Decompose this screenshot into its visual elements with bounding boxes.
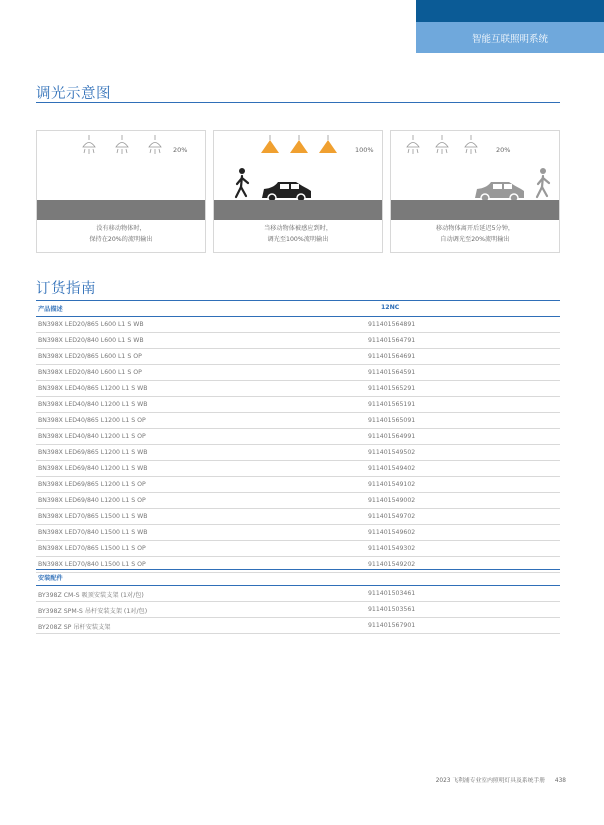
- table-row: [36, 477, 560, 493]
- panel-1-floor: [37, 200, 205, 220]
- panel-2-scene: [214, 131, 384, 201]
- ceiling-lamp-icon: [465, 135, 477, 154]
- product-description: BN398X LED40/865 L1200 L1 S OP: [38, 417, 146, 424]
- product-description: BN398X LED70/865 L1500 L1 S OP: [38, 545, 146, 552]
- panel-3-scene: [391, 131, 561, 201]
- ceiling-lamp-icon: [261, 135, 279, 153]
- table-row: [36, 365, 560, 381]
- product-12nc: 911401503561: [368, 606, 416, 613]
- footer-text: 2023 飞利浦专业室内照明灯具及系统手册: [435, 778, 546, 784]
- product-12nc: 911401565291: [368, 385, 416, 392]
- panel-3-caption: [391, 223, 559, 245]
- product-description: BN398X LED20/840 L600 L1 S WB: [38, 337, 144, 344]
- panel-3-floor: [391, 200, 559, 220]
- product-12nc: 911401564791: [368, 337, 416, 344]
- dimming-panel-1: [36, 130, 206, 253]
- dimming-panel-3: [390, 130, 560, 253]
- product-description: BY208Z SP 吊杆安装支架: [38, 624, 111, 631]
- panel-1-percent: 20%: [173, 146, 188, 154]
- table-row: [36, 317, 560, 333]
- product-12nc: 911401503461: [368, 590, 416, 597]
- product-description: BN398X LED40/865 L1200 L1 S WB: [38, 385, 148, 392]
- panel-1-caption-line-1: 没有移动物体时，: [96, 225, 146, 232]
- header-description: 产品描述: [38, 306, 63, 313]
- panel-3-caption-line-2: 自动调光至20%流明输出: [440, 236, 510, 243]
- table-row: [36, 413, 560, 429]
- table-row: [36, 525, 560, 541]
- section-band: [416, 22, 604, 53]
- ceiling-lamp-icon: [319, 135, 337, 153]
- walking-person-icon: [236, 168, 248, 197]
- panel-2-caption-line-2: 调光至100%流明输出: [267, 236, 329, 243]
- panel-1-caption-line-2: 保持在20%的流明输出: [89, 236, 153, 243]
- product-12nc: 911401564691: [368, 353, 416, 360]
- dimming-panel-2: [213, 130, 383, 253]
- table-row: [36, 445, 560, 461]
- page-footer: [436, 775, 566, 784]
- header-accessories: 安装配件: [38, 575, 63, 582]
- ceiling-lamp-icon: [116, 135, 128, 154]
- dimming-title-rule: [36, 102, 560, 103]
- product-12nc: 911401564891: [368, 321, 416, 328]
- product-description: BN398X LED70/840 L1500 L1 S OP: [38, 561, 146, 568]
- ceiling-lamp-icon: [290, 135, 308, 153]
- ceiling-lamp-icon: [149, 135, 161, 154]
- header-12nc: 12NC: [381, 304, 400, 311]
- product-description: BN398X LED20/865 L600 L1 S OP: [38, 353, 142, 360]
- panel-3-caption-line-1: 移动物体离开后延迟5分钟，: [435, 225, 515, 232]
- product-12nc: 911401567901: [368, 622, 416, 629]
- walking-person-icon: [537, 168, 549, 197]
- product-12nc: 911401549002: [368, 497, 416, 504]
- product-12nc: 911401549102: [368, 481, 416, 488]
- car-icon: [262, 182, 311, 201]
- table-row: [36, 429, 560, 445]
- product-description: BN398X LED40/840 L1200 L1 S WB: [38, 401, 148, 408]
- product-description: BN398X LED40/840 L1200 L1 S OP: [38, 433, 146, 440]
- table-row: [36, 397, 560, 413]
- product-12nc: 911401565191: [368, 401, 416, 408]
- product-12nc: 911401549202: [368, 561, 416, 568]
- panel-1-caption: [37, 223, 205, 245]
- product-description: BN398X LED70/865 L1500 L1 S WB: [38, 513, 148, 520]
- product-12nc: 911401549502: [368, 449, 416, 456]
- panel-2-floor: [214, 200, 382, 220]
- product-description: BN398X LED70/840 L1500 L1 S WB: [38, 529, 148, 536]
- product-description: BN398X LED69/840 L1200 L1 S OP: [38, 497, 146, 504]
- panel-2-caption-line-1: 当移动物体被感应到时，: [263, 225, 333, 232]
- dimming-title: 调光示意图: [36, 86, 111, 102]
- product-table-header: [36, 300, 560, 317]
- table-row: [36, 333, 560, 349]
- table-row: [36, 541, 560, 557]
- table-row: [36, 493, 560, 509]
- product-description: BY398Z SPM-S 吊杆安装支架 (1对/包): [38, 608, 148, 615]
- panel-2-percent: 100%: [355, 146, 374, 154]
- ceiling-lamp-icon: [83, 135, 95, 154]
- product-12nc: 911401564991: [368, 433, 416, 440]
- table-row: [36, 602, 560, 618]
- product-12nc: 911401564591: [368, 369, 416, 376]
- product-12nc: 911401549702: [368, 513, 416, 520]
- section-band-title: 智能互联照明系统: [471, 33, 548, 45]
- table-row: [36, 509, 560, 525]
- table-row: [36, 349, 560, 365]
- panel-2-caption: [214, 223, 382, 245]
- product-12nc: 911401549602: [368, 529, 416, 536]
- product-12nc: 911401565091: [368, 417, 416, 424]
- accessory-table-header: [36, 569, 560, 586]
- table-row: [36, 618, 560, 634]
- car-icon: [475, 182, 524, 201]
- product-description: BY398Z CM-S 吸顶安装支架 (1对/包): [38, 592, 144, 599]
- table-row: [36, 586, 560, 602]
- panel-1-lamps: [37, 131, 207, 201]
- product-12nc: 911401549302: [368, 545, 416, 552]
- ordering-title: 订货指南: [36, 281, 96, 297]
- product-description: BN398X LED69/865 L1200 L1 S OP: [38, 481, 146, 488]
- accessory-table: [36, 569, 560, 634]
- panel-3-percent: 20%: [496, 146, 511, 154]
- product-description: BN398X LED20/865 L600 L1 S WB: [38, 321, 144, 328]
- ceiling-lamp-icon: [407, 135, 419, 154]
- product-12nc: 911401549402: [368, 465, 416, 472]
- product-description: BN398X LED69/865 L1200 L1 S WB: [38, 449, 148, 456]
- table-row: [36, 461, 560, 477]
- ceiling-lamp-icon: [436, 135, 448, 154]
- product-description: BN398X LED69/840 L1200 L1 S WB: [38, 465, 148, 472]
- product-table: [36, 300, 560, 573]
- table-row: [36, 381, 560, 397]
- page-number: 438: [554, 778, 566, 784]
- product-description: BN398X LED20/840 L600 L1 S OP: [38, 369, 142, 376]
- header-top-bar: [416, 0, 604, 22]
